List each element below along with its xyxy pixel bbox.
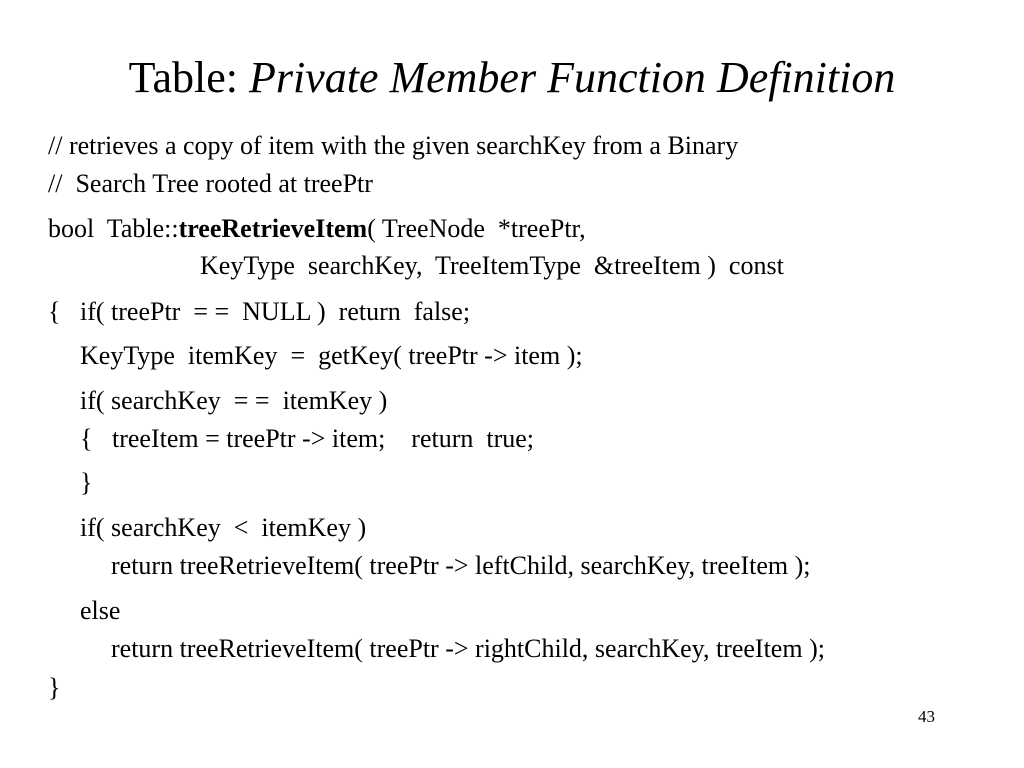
signature-line-2: KeyType searchKey, TreeItemType &treeItem ) const	[200, 251, 784, 280]
body-line-2: KeyType itemKey = getKey( treePtr -> item );	[80, 341, 583, 370]
body-line-10: }	[48, 673, 61, 702]
body-line-7: return treeRetrieveItem( treePtr -> leftChild, searchKey, treeItem );	[111, 551, 811, 580]
comment-line-1: // retrieves a copy of item with the given searchKey from a Binary	[48, 131, 739, 160]
comment-line-2: // Search Tree rooted at treePtr	[48, 169, 373, 198]
body-line-6: if( searchKey < itemKey )	[80, 513, 367, 542]
body-line-1: { if( treePtr = = NULL ) return false;	[48, 297, 471, 326]
body-line-4: { treeItem = treePtr -> item; return true;	[80, 424, 535, 453]
body-line-8: else	[80, 596, 121, 625]
title-prefix: Table:	[128, 53, 249, 102]
body-line-9: return treeRetrieveItem( treePtr -> rightChild, searchKey, treeItem );	[111, 634, 825, 663]
signature-line-1	[48, 213, 586, 245]
body-line-3: if( searchKey = = itemKey )	[80, 386, 388, 415]
page-number: 43	[918, 707, 935, 726]
body-line-5: }	[80, 468, 93, 497]
title-italic: Private Member Function Definition	[248, 53, 896, 102]
signature-function-name: treeRetrieveItem	[178, 214, 368, 243]
slide-title	[0, 52, 1024, 104]
signature-rest: ( TreeNode *treePtr,	[367, 214, 586, 243]
signature-prefix: bool Table::	[48, 214, 179, 243]
